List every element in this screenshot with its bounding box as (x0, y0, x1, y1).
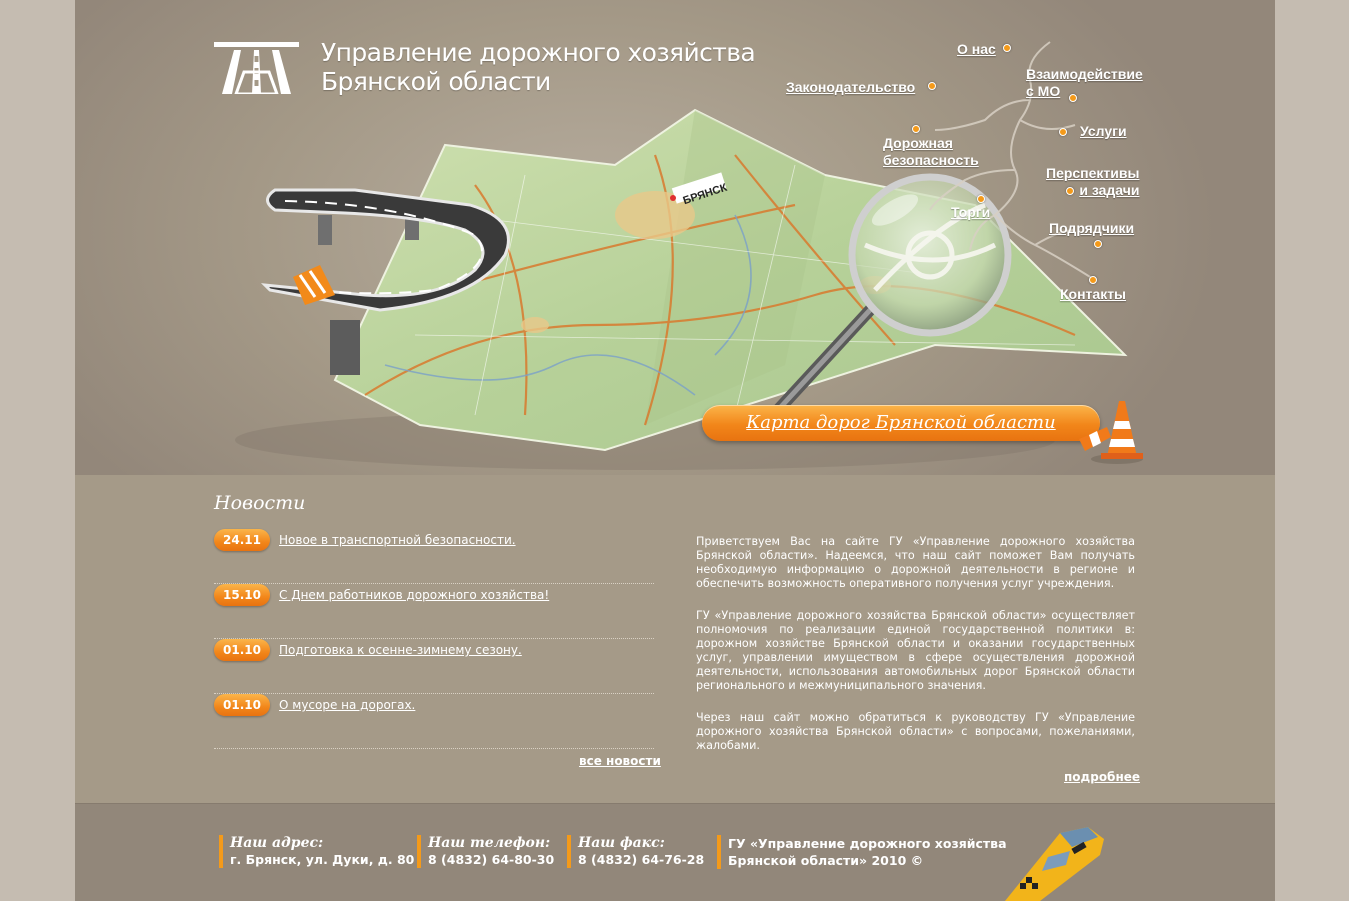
news-item (214, 529, 654, 584)
nav-prospects-line1: Перспективы (1046, 165, 1140, 181)
nav-tenders[interactable]: Торги (951, 204, 991, 220)
footer-fax-label: Наш факс: (578, 835, 665, 851)
news-item (214, 584, 654, 639)
nav-dot (912, 125, 920, 133)
footer-address (219, 835, 414, 868)
news-date-badge: 01.10 (214, 639, 270, 661)
nav-dot (1094, 240, 1102, 248)
footer-copyright (717, 835, 1007, 869)
taxi-icon (1000, 825, 1110, 901)
news-date-badge: 15.10 (214, 584, 270, 606)
news-date-badge: 01.10 (214, 694, 270, 716)
news-heading: Новости (214, 492, 306, 514)
footer-phone-label: Наш телефон: (428, 835, 551, 851)
nav-services[interactable]: Услуги (1080, 123, 1127, 139)
footer-phone-value: 8 (4832) 64-80-30 (428, 852, 555, 867)
all-news-link[interactable]: все новости (579, 754, 661, 768)
news-item (214, 694, 654, 749)
site-title-line1: Управление дорожного хозяйства (321, 38, 756, 67)
nav-dot (1003, 44, 1011, 52)
footer-phone (417, 835, 554, 868)
nav-contractors[interactable]: Подрядчики (1049, 220, 1135, 236)
news-link[interactable]: О мусоре на дорогах. (279, 698, 416, 712)
nav-dot (977, 195, 985, 203)
road-map-button[interactable]: Карта дорог Брянской области (702, 405, 1100, 441)
intro-paragraph: ГУ «Управление дорожного хозяйства Брянской области» осуществляет полномочия по реализации единой государственной политики в: дорожном хозяйстве Брянской области и оказании государственных услуг, управлении имуществом в сфере осуществления дорожной деятельности, использования автомобильных дорог Брянской области регионального и межмуниципального значения. (696, 609, 1135, 692)
traffic-cone-icon (1077, 397, 1147, 465)
nav-contacts[interactable]: Контакты (1060, 286, 1127, 302)
news-item (214, 639, 654, 694)
nav-interaction-line1: Взаимодействие (1026, 66, 1143, 82)
site-title (321, 38, 791, 96)
nav-dot (1089, 276, 1097, 284)
more-link[interactable]: подробнее (1064, 770, 1141, 784)
footer-address-label: Наш адрес: (230, 835, 324, 851)
page (75, 0, 1275, 901)
intro-paragraph: Приветствуем Вас на сайте ГУ «Управление дорожного хозяйства Брянской области». Надеемся, что наш сайт поможет Вам получать необходимую информацию о дорожной деятельности в регионе и обеспечить возможность оперативного получения услуг учреждения. (696, 535, 1135, 590)
nav-about[interactable]: О нас (957, 41, 996, 57)
news-link[interactable]: С Днем работников дорожного хозяйства! (279, 588, 550, 602)
map-city-label: БРЯНСК (681, 181, 729, 208)
nav-interaction[interactable] (1026, 66, 1143, 100)
intro-paragraph: Через наш сайт можно обратиться к руководству ГУ «Управление дорожного хозяйства Брянской области» с вопросами, пожеланиями, жалобами. (696, 711, 1135, 752)
footer-copyright-line1: ГУ «Управление дорожного хозяйства (728, 836, 1007, 851)
news-link[interactable]: Новое в транспортной безопасности. (279, 533, 516, 547)
nav-dot (1059, 128, 1067, 136)
news-link[interactable]: Подготовка к осенне-зимнему сезону. (279, 643, 522, 657)
footer-address-value: г. Брянск, ул. Дуки, д. 80 (230, 852, 415, 867)
nav-interaction-line2: с МО (1026, 83, 1061, 99)
nav-dot (928, 82, 936, 90)
footer-fax-value: 8 (4832) 64-76-28 (578, 852, 705, 867)
news-date-badge: 24.11 (214, 529, 270, 551)
nav-legislation[interactable]: Законодательство (786, 79, 916, 95)
site-title-line2: Брянской области (321, 67, 551, 96)
nav-prospects[interactable] (1046, 165, 1139, 199)
nav-road-safety-line1: Дорожная (883, 135, 953, 151)
nav-road-safety-line2: безопасность (883, 152, 979, 168)
footer-copyright-line2: Брянской области» 2010 © (728, 853, 924, 868)
nav-prospects-line2: и задачи (1079, 182, 1140, 198)
road-logo-icon[interactable] (214, 42, 299, 94)
nav-road-safety[interactable] (883, 135, 979, 169)
footer-fax (567, 835, 704, 868)
